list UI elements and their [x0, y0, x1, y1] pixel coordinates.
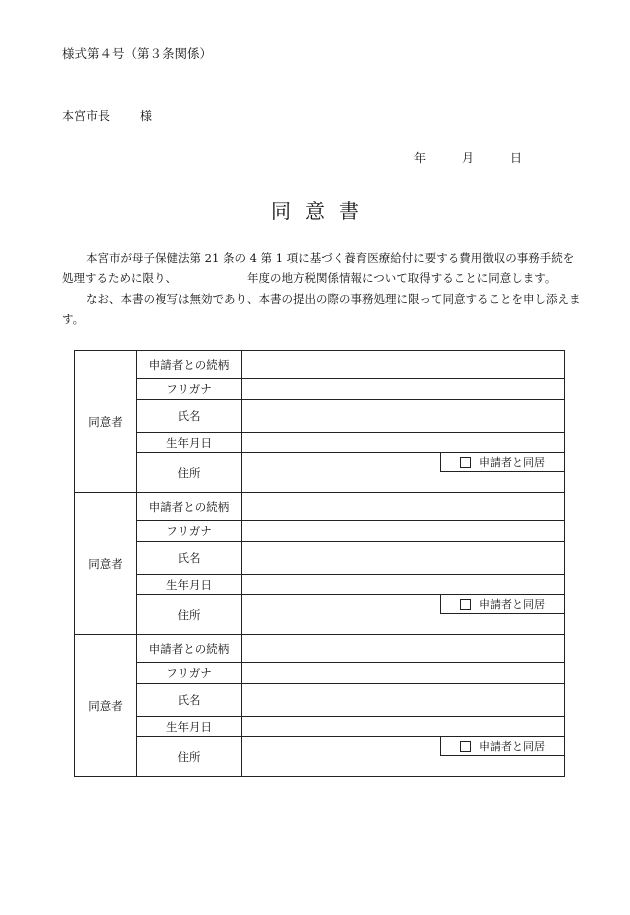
relation-label: 申請者との続柄	[137, 635, 242, 663]
date-day-label: 日	[510, 151, 523, 165]
date-year-label: 年	[414, 151, 427, 165]
relation-label: 申請者との続柄	[137, 351, 242, 379]
name-field[interactable]	[242, 684, 565, 717]
address-field[interactable]	[242, 453, 565, 493]
cohabit-label: 申請者と同居	[479, 598, 545, 611]
address-label: 住所	[137, 737, 242, 777]
addressee-line	[62, 107, 152, 124]
checkbox-icon[interactable]	[460, 599, 471, 610]
cohabit-option[interactable]	[440, 452, 565, 472]
date-month-label: 月	[462, 151, 475, 165]
name-label: 氏名	[137, 684, 242, 717]
address-label: 住所	[137, 595, 242, 635]
kana-field[interactable]	[242, 663, 565, 684]
cohabit-option[interactable]	[440, 594, 565, 614]
relation-field[interactable]	[242, 635, 565, 663]
relation-field[interactable]	[242, 493, 565, 521]
addressee-honorific: 様	[140, 109, 153, 123]
cohabit-label: 申請者と同居	[479, 740, 545, 753]
cohabit-label: 申請者と同居	[479, 456, 545, 469]
consent-text-1a: 本宮市が母子保健法第 21 条の 4 第 1 項に基づく養育医療給付に要する費用徴収の事務手続を処理するために限り、	[62, 251, 575, 285]
consent-paragraph-1	[62, 248, 582, 288]
checkbox-icon[interactable]	[460, 457, 471, 468]
kana-label: フリガナ	[137, 379, 242, 400]
form-number: 様式第４号（第３条関係）	[62, 46, 213, 61]
kana-field[interactable]	[242, 521, 565, 542]
kana-label: フリガナ	[137, 521, 242, 542]
consenter-heading: 同意者	[75, 635, 137, 777]
checkbox-icon[interactable]	[460, 741, 471, 752]
name-label: 氏名	[137, 400, 242, 433]
dob-field[interactable]	[242, 717, 565, 737]
address-field[interactable]	[242, 595, 565, 635]
name-field[interactable]	[242, 542, 565, 575]
address-label: 住所	[137, 453, 242, 493]
name-field[interactable]	[242, 400, 565, 433]
consenter-heading: 同意者	[75, 351, 137, 493]
dob-label: 生年月日	[137, 575, 242, 595]
document-title: 同意書	[271, 199, 373, 223]
name-label: 氏名	[137, 542, 242, 575]
kana-field[interactable]	[242, 379, 565, 400]
cohabit-option[interactable]	[440, 736, 565, 756]
addressee-name: 本宮市長	[62, 109, 111, 123]
dob-field[interactable]	[242, 575, 565, 595]
consenter-table	[74, 350, 565, 777]
consent-paragraph-2	[62, 289, 582, 329]
dob-label: 生年月日	[137, 717, 242, 737]
dob-label: 生年月日	[137, 433, 242, 453]
address-field[interactable]	[242, 737, 565, 777]
date-line	[414, 149, 522, 166]
consent-text-2: なお、本書の複写は無効であり、本書の提出の際の事務処理に限って同意することを申し添えます。	[62, 292, 581, 326]
consenter-heading: 同意者	[75, 493, 137, 635]
relation-label: 申請者との続柄	[137, 493, 242, 521]
consent-text-1b: 年度の地方税関係情報について取得することに同意します。	[247, 271, 557, 285]
relation-field[interactable]	[242, 351, 565, 379]
dob-field[interactable]	[242, 433, 565, 453]
kana-label: フリガナ	[137, 663, 242, 684]
